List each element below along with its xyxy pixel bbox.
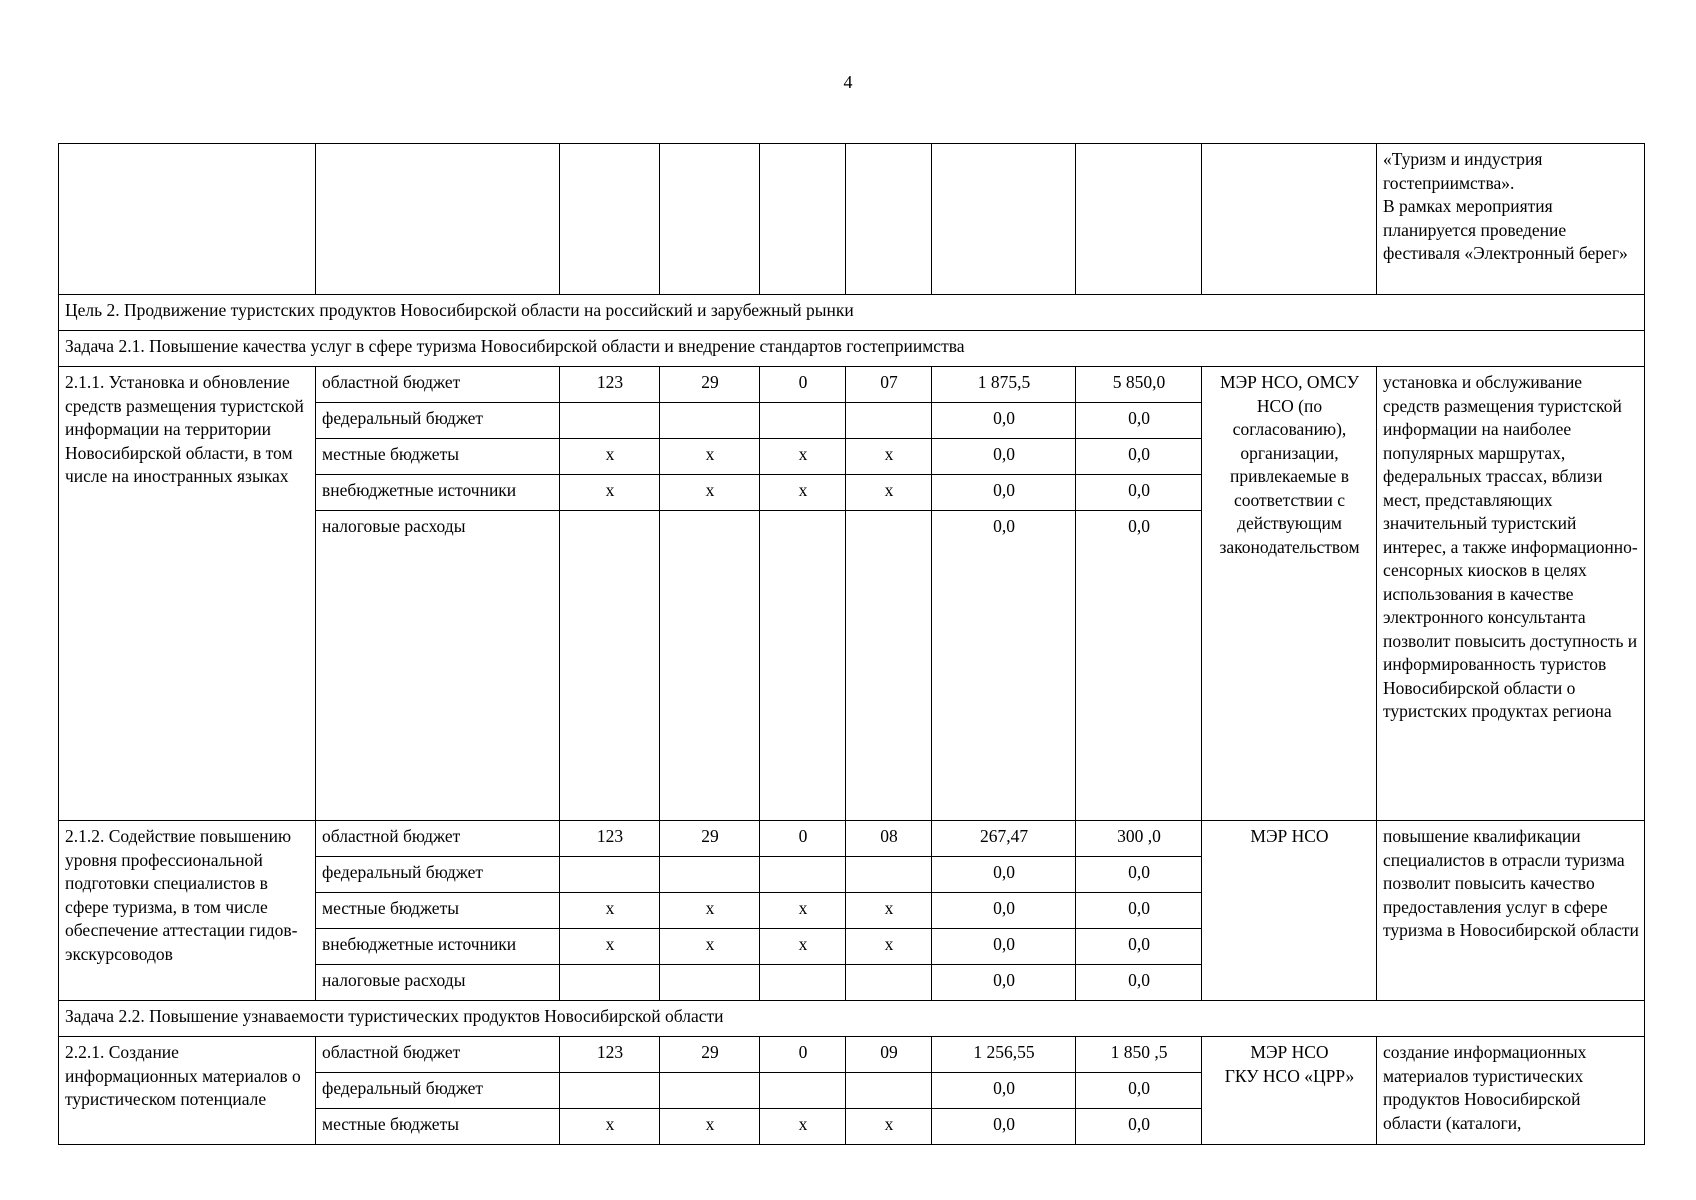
executor-cell: МЭР НСО, ОМСУ НСО (по согласованию), организации, привлекаемые в соответствии с действующим законодательством <box>1202 367 1377 821</box>
funding-source: внебюджетные источники <box>316 929 560 965</box>
program-measures-table <box>58 143 1645 1145</box>
table-cell <box>1076 144 1202 295</box>
measure-name: 2.1.1. Установка и обновление средств размещения туристской информации на территории Новосибирской области, в том числе на иностранных языках <box>59 367 316 821</box>
funding-source: областной бюджет <box>316 1037 560 1073</box>
code-cell: x <box>660 475 760 511</box>
table-cell <box>316 144 560 295</box>
code-cell <box>760 857 846 893</box>
value-cell: 1 256,55 <box>932 1037 1076 1073</box>
task-row <box>59 1001 1645 1037</box>
table-cell <box>932 144 1076 295</box>
code-cell: x <box>660 929 760 965</box>
code-cell <box>660 857 760 893</box>
code-cell: x <box>846 893 932 929</box>
goal-row <box>59 295 1645 331</box>
table-cell <box>1202 144 1377 295</box>
measure-name: 2.1.2. Содействие повышению уровня профессиональной подготовки специалистов в сфере туризма, в том числе обеспечение аттестации гидов-экскурсоводов <box>59 821 316 1001</box>
code-cell <box>660 1073 760 1109</box>
funding-source: федеральный бюджет <box>316 857 560 893</box>
code-cell: 123 <box>560 1037 660 1073</box>
code-cell: x <box>760 1109 846 1145</box>
value-cell: 0,0 <box>932 403 1076 439</box>
page-number: 4 <box>843 72 853 92</box>
continuation-row <box>59 144 1645 295</box>
code-cell: x <box>760 439 846 475</box>
funding-source: местные бюджеты <box>316 439 560 475</box>
table-row <box>59 1037 1645 1073</box>
value-cell: 0,0 <box>1076 1109 1202 1145</box>
funding-source: налоговые расходы <box>316 511 560 821</box>
code-cell: x <box>560 929 660 965</box>
value-cell: 0,0 <box>1076 965 1202 1001</box>
code-cell: x <box>846 929 932 965</box>
value-cell: 0,0 <box>932 1109 1076 1145</box>
value-cell: 0,0 <box>932 965 1076 1001</box>
value-cell: 0,0 <box>1076 511 1202 821</box>
value-cell: 267,47 <box>932 821 1076 857</box>
expected-result-cell: «Туризм и индустрия гостеприимства». В рамках мероприятия планируется проведение фестиваля «Электронный берег» <box>1377 144 1645 295</box>
value-cell: 0,0 <box>1076 1073 1202 1109</box>
task-heading: Задача 2.2. Повышение узнаваемости туристических продуктов Новосибирской области <box>59 1001 1645 1037</box>
expected-result-cell: создание информационных материалов туристических продуктов Новосибирской области (каталоги, <box>1377 1037 1645 1145</box>
value-cell: 0,0 <box>1076 439 1202 475</box>
table-cell <box>660 144 760 295</box>
executor-cell: МЭР НСО <box>1202 821 1377 1001</box>
value-cell: 0,0 <box>932 511 1076 821</box>
code-cell: 29 <box>660 821 760 857</box>
code-cell: x <box>560 1109 660 1145</box>
code-cell <box>846 511 932 821</box>
measure-name: 2.2.1. Создание информационных материалов о туристическом потенциале <box>59 1037 316 1145</box>
code-cell: x <box>846 1109 932 1145</box>
expected-result-cell: повышение квалификации специалистов в отрасли туризма позволит повысить качество предоставления услуг в сфере туризма в Новосибирской области <box>1377 821 1645 1001</box>
code-cell <box>760 403 846 439</box>
code-cell <box>560 857 660 893</box>
code-cell: x <box>660 893 760 929</box>
task-row <box>59 331 1645 367</box>
code-cell: x <box>846 439 932 475</box>
funding-source: областной бюджет <box>316 821 560 857</box>
funding-source: федеральный бюджет <box>316 1073 560 1109</box>
code-cell <box>560 511 660 821</box>
value-cell: 0,0 <box>932 439 1076 475</box>
value-cell: 0,0 <box>932 1073 1076 1109</box>
code-cell: x <box>660 439 760 475</box>
funding-source: внебюджетные источники <box>316 475 560 511</box>
code-cell <box>760 511 846 821</box>
funding-source: областной бюджет <box>316 367 560 403</box>
code-cell <box>760 965 846 1001</box>
code-cell: x <box>560 893 660 929</box>
code-cell <box>660 965 760 1001</box>
code-cell: x <box>760 893 846 929</box>
code-cell <box>560 1073 660 1109</box>
table-row <box>59 367 1645 403</box>
value-cell: 0,0 <box>1076 475 1202 511</box>
code-cell <box>846 1073 932 1109</box>
code-cell <box>660 403 760 439</box>
code-cell: 29 <box>660 367 760 403</box>
code-cell <box>660 511 760 821</box>
code-cell: 0 <box>760 367 846 403</box>
code-cell: 0 <box>760 1037 846 1073</box>
value-cell: 5 850,0 <box>1076 367 1202 403</box>
code-cell: 08 <box>846 821 932 857</box>
code-cell: x <box>760 929 846 965</box>
task-heading: Задача 2.1. Повышение качества услуг в сфере туризма Новосибирской области и внедрение стандартов гостеприимства <box>59 331 1645 367</box>
code-cell: 07 <box>846 367 932 403</box>
funding-source: местные бюджеты <box>316 893 560 929</box>
goal-heading: Цель 2. Продвижение туристских продуктов Новосибирской области на российский и зарубежный рынки <box>59 295 1645 331</box>
value-cell: 1 875,5 <box>932 367 1076 403</box>
code-cell <box>560 965 660 1001</box>
code-cell: 0 <box>760 821 846 857</box>
code-cell <box>760 1073 846 1109</box>
executor-cell: МЭР НСО ГКУ НСО «ЦРР» <box>1202 1037 1377 1145</box>
value-cell: 0,0 <box>1076 893 1202 929</box>
value-cell: 1 850 ,5 <box>1076 1037 1202 1073</box>
funding-source: налоговые расходы <box>316 965 560 1001</box>
code-cell <box>560 403 660 439</box>
table-cell <box>59 144 316 295</box>
value-cell: 0,0 <box>932 857 1076 893</box>
code-cell: 123 <box>560 821 660 857</box>
code-cell <box>846 857 932 893</box>
code-cell: 09 <box>846 1037 932 1073</box>
value-cell: 0,0 <box>932 475 1076 511</box>
code-cell: x <box>760 475 846 511</box>
table-cell <box>846 144 932 295</box>
code-cell: 29 <box>660 1037 760 1073</box>
value-cell: 300 ,0 <box>1076 821 1202 857</box>
table-cell <box>760 144 846 295</box>
value-cell: 0,0 <box>932 929 1076 965</box>
code-cell: x <box>560 439 660 475</box>
table-row <box>59 821 1645 857</box>
code-cell: x <box>560 475 660 511</box>
value-cell: 0,0 <box>1076 403 1202 439</box>
code-cell <box>846 403 932 439</box>
table-cell <box>560 144 660 295</box>
expected-result-cell: установка и обслуживание средств размещения туристской информации на наиболее популярных маршрутах, федеральных трассах, вблизи мест, представляющих значительный туристский интерес, а также информационно-сенсорных киосков в целях использования в качестве электронного консультанта позволит повысить доступность и информированность туристов Новосибирской области о туристских продуктах региона <box>1377 367 1645 821</box>
value-cell: 0,0 <box>1076 857 1202 893</box>
funding-source: местные бюджеты <box>316 1109 560 1145</box>
value-cell: 0,0 <box>1076 929 1202 965</box>
funding-source: федеральный бюджет <box>316 403 560 439</box>
code-cell: x <box>846 475 932 511</box>
code-cell: x <box>660 1109 760 1145</box>
code-cell <box>846 965 932 1001</box>
value-cell: 0,0 <box>932 893 1076 929</box>
code-cell: 123 <box>560 367 660 403</box>
